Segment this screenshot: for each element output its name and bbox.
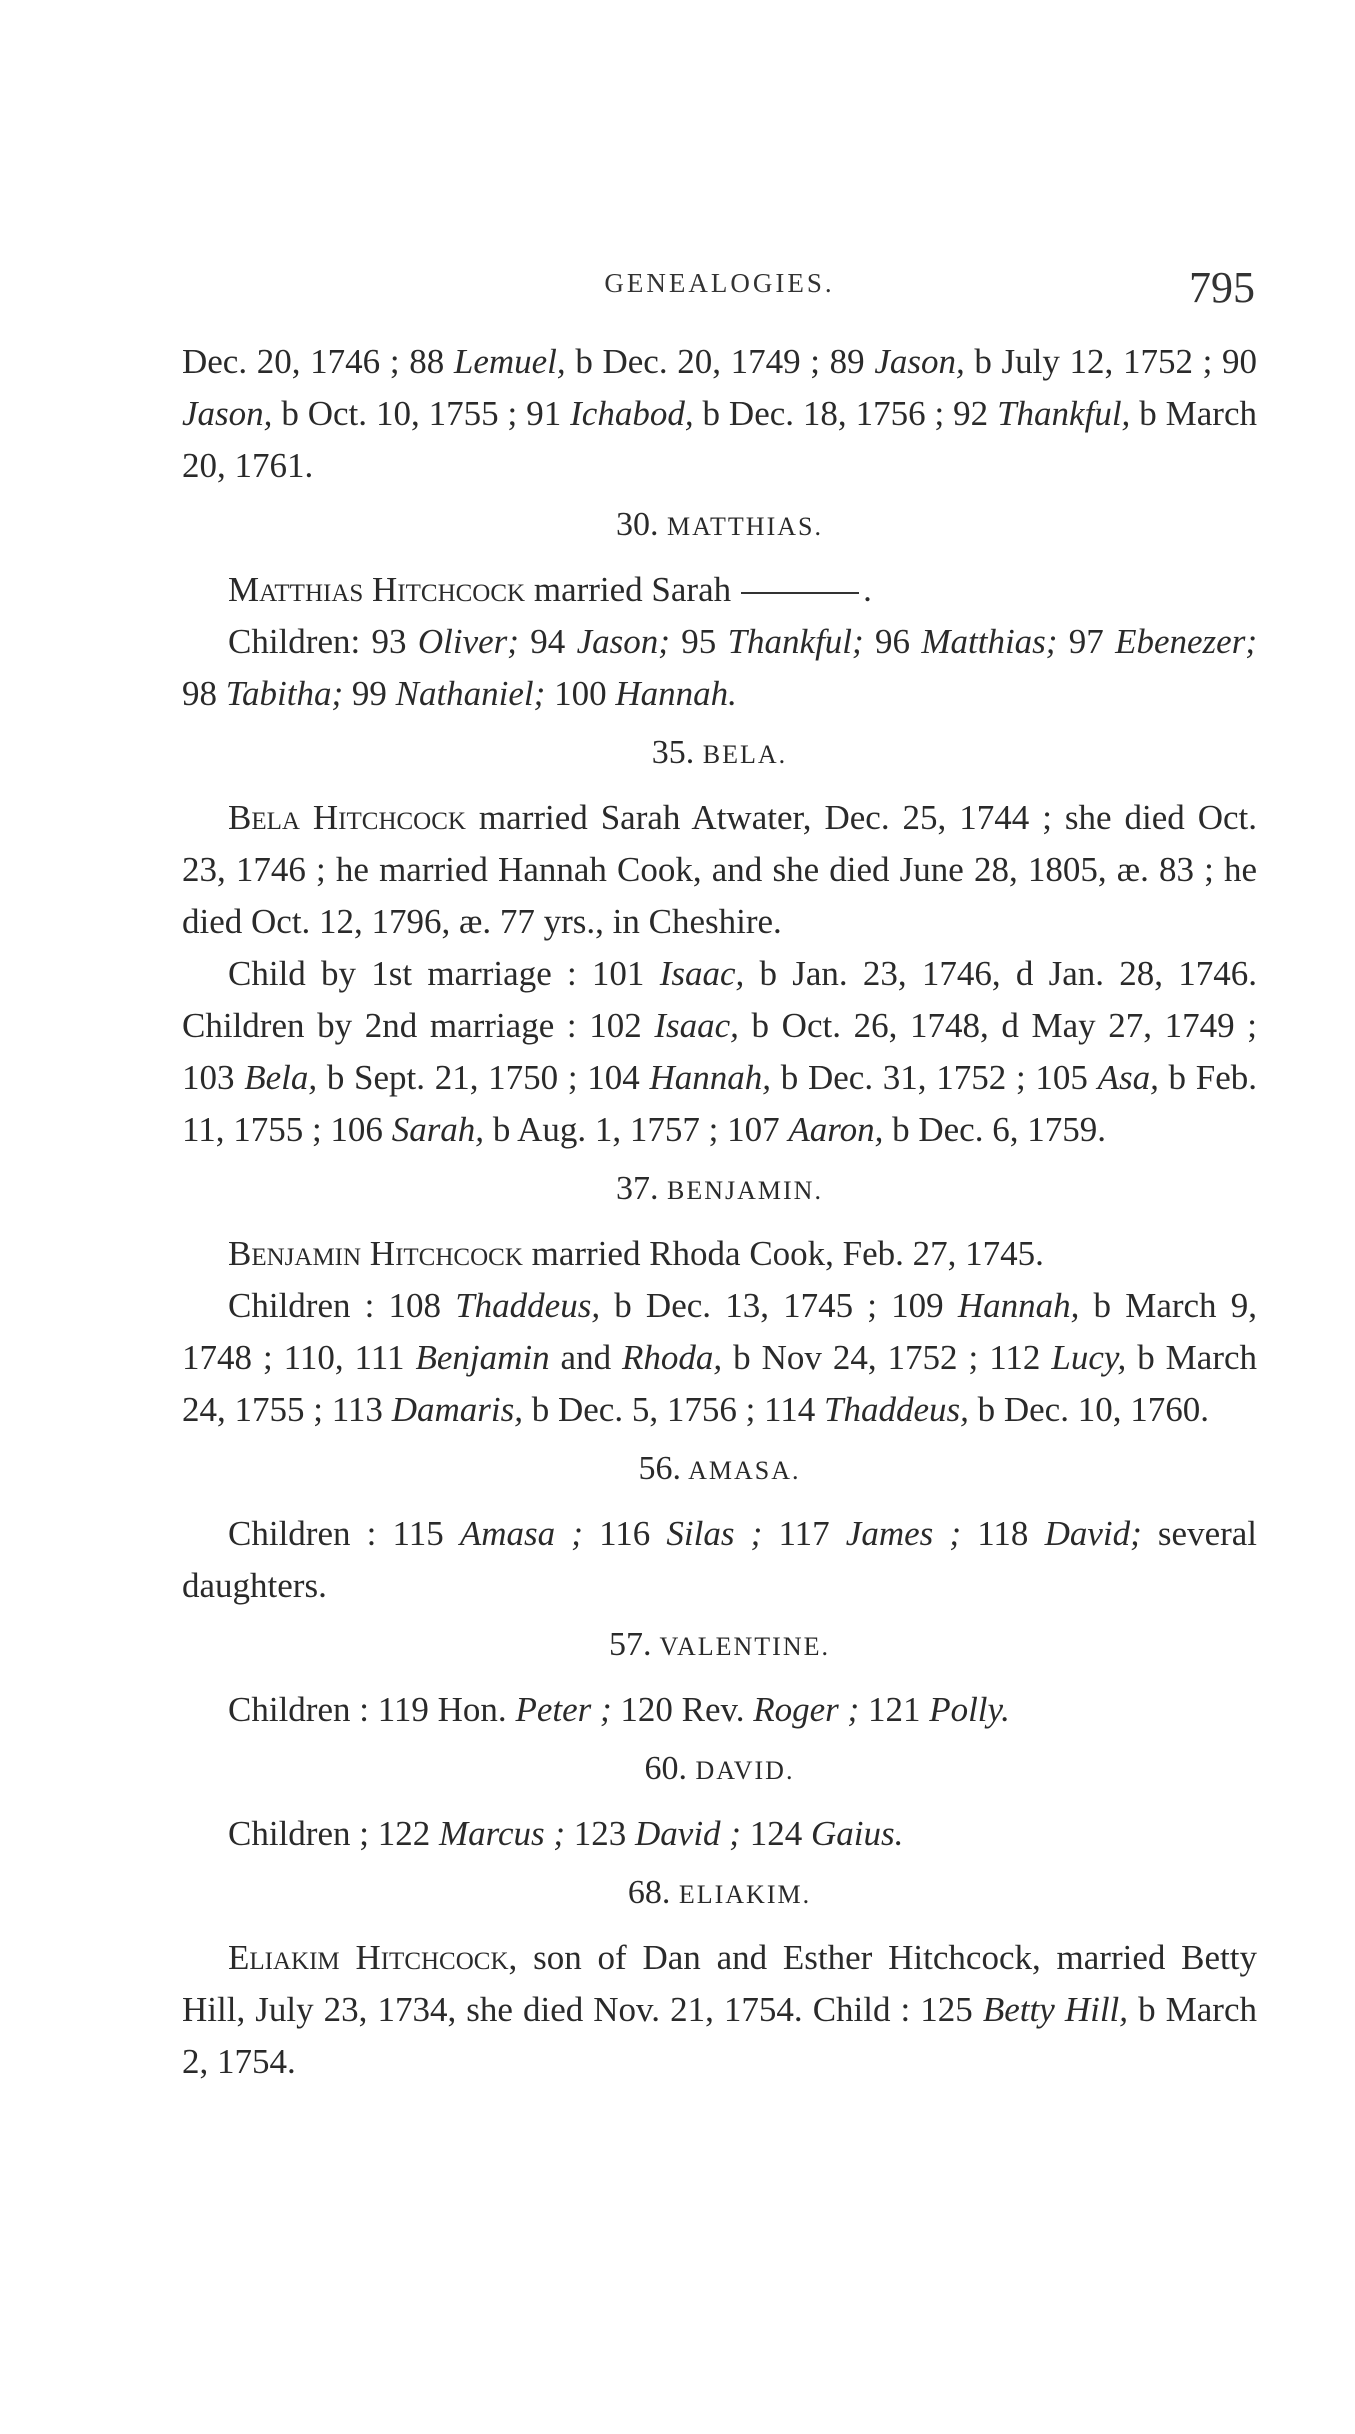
child-name: Matthias; [921, 622, 1058, 661]
marriage-paragraph [182, 564, 1257, 616]
text-run: b Dec. 6, 1759. [883, 1110, 1106, 1149]
child-name: Tabitha; [225, 674, 344, 713]
section-heading-matthias [182, 502, 1257, 550]
text-run: Children : 115 [228, 1514, 460, 1553]
text-run: married Rhoda Cook, Feb. 27, 1745. [522, 1234, 1044, 1273]
child-name: Hannah. [615, 674, 737, 713]
text-run: Children: 93 [228, 622, 418, 661]
child-name: Rhoda, [622, 1338, 723, 1377]
child-name: Thankful, [997, 394, 1131, 433]
person-name: Matthias Hitchcock [228, 570, 526, 609]
text-run: b Feb. 11, 1755 ; 106 [182, 1058, 1258, 1149]
section-number: 56. [638, 1450, 681, 1487]
text-run: 120 Rev. [611, 1690, 754, 1729]
child-name: Ebenezer; [1115, 622, 1257, 661]
text-run: Children ; 122 [228, 1814, 439, 1853]
child-name: Peter ; [515, 1690, 612, 1729]
running-head-title: GENEALOGIES. [604, 268, 835, 298]
text-run: 100 [545, 674, 616, 713]
child-name: Lucy, [1051, 1338, 1127, 1377]
child-name: Jason, [182, 394, 273, 433]
marriage-paragraph [182, 1932, 1257, 2088]
section-name: BELA. [702, 740, 788, 769]
text-run: b July 12, 1752 ; 90 [964, 342, 1257, 381]
child-name: Lemuel, [453, 342, 566, 381]
section-number: 37. [616, 1170, 659, 1207]
text-run: 121 [859, 1690, 930, 1729]
text-run: 98 [182, 674, 226, 713]
child-name: Jason; [576, 622, 670, 661]
text-run: Dec. 20, 1746 ; 88 [182, 342, 454, 381]
children-paragraph [182, 1684, 1257, 1736]
text-run: Child by 1st marriage : 101 [228, 954, 660, 993]
text-run: b March 20, 1761. [182, 394, 1257, 485]
child-name: Aaron, [788, 1110, 884, 1149]
child-name: Asa, [1097, 1058, 1159, 1097]
child-name: Thaddeus, [824, 1390, 969, 1429]
marriage-paragraph [182, 1228, 1257, 1280]
person-name: Eliakim Hitchcock, [228, 1938, 518, 1977]
text-run: 95 [669, 622, 728, 661]
text-run: 123 [565, 1814, 636, 1853]
text-run: b Dec. 5, 1756 ; 114 [522, 1390, 824, 1429]
person-name: Bela Hitchcock [228, 798, 466, 837]
child-name: Sarah, [391, 1110, 485, 1149]
section-number: 30. [616, 506, 659, 543]
text-run: 117 [762, 1514, 846, 1553]
text-run: b Dec. 10, 1760. [968, 1390, 1209, 1429]
text-run: 96 [863, 622, 922, 661]
text-run: . [863, 570, 872, 609]
text-run: b Nov 24, 1752 ; 112 [722, 1338, 1052, 1377]
text-run: 94 [518, 622, 577, 661]
child-name: Bela, [244, 1058, 318, 1097]
section-heading-benjamin [182, 1166, 1257, 1214]
section-name: ELIAKIM. [678, 1880, 812, 1909]
child-name: David ; [635, 1814, 741, 1853]
child-name: Ichabod, [570, 394, 694, 433]
continuation-paragraph [182, 336, 1257, 492]
child-name: Amasa ; [459, 1514, 583, 1553]
child-name: Thankful; [727, 622, 864, 661]
children-paragraph [182, 1808, 1257, 1860]
text-run: and [549, 1338, 623, 1377]
section-number: 35. [651, 734, 695, 771]
section-heading-david [182, 1746, 1257, 1794]
section-name: DAVID. [695, 1756, 795, 1785]
child-name: Gaius. [810, 1814, 904, 1853]
section-name: AMASA. [688, 1456, 801, 1485]
text-run: b March 2, 1754. [182, 1990, 1257, 2081]
child-name: Oliver; [417, 622, 519, 661]
text-run: 118 [961, 1514, 1045, 1553]
text-run: b Dec. 31, 1752 ; 105 [771, 1058, 1098, 1097]
child-name: Nathaniel; [395, 674, 546, 713]
text-run: Children : 108 [228, 1286, 456, 1325]
text-run: 99 [343, 674, 396, 713]
children-paragraph [182, 616, 1257, 720]
section-heading-bela [182, 730, 1257, 778]
text-run: b March 24, 1755 ; 113 [182, 1338, 1258, 1429]
text-run: b March 9, 1748 ; 110, 111 [182, 1286, 1257, 1377]
text-run: married Sarah Atwater, Dec. 25, 1744 ; she died Oct. 23, 1746 ; he married Hannah Cook, and she died June 28, 1805, æ. 83 ; he died Oct. 12, 1796, æ. 77 yrs., in Cheshire. [182, 798, 1257, 941]
section-number: 57. [609, 1626, 652, 1663]
child-name: Betty Hill, [982, 1990, 1129, 2029]
text-run: b Dec. 18, 1756 ; 92 [693, 394, 998, 433]
text-run: 116 [582, 1514, 667, 1553]
text-run: several daughters. [182, 1514, 1258, 1605]
blank-dash [741, 592, 859, 594]
children-paragraph [182, 948, 1257, 1156]
child-name: Thaddeus, [455, 1286, 601, 1325]
children-paragraph [182, 1280, 1257, 1436]
child-name: Marcus ; [438, 1814, 566, 1853]
children-paragraph [182, 1508, 1257, 1612]
section-name: MATTHIAS. [667, 512, 823, 541]
text-run: married Sarah [525, 570, 732, 609]
text-run: b Dec. 13, 1745 ; 109 [600, 1286, 958, 1325]
child-name: Benjamin [415, 1338, 550, 1377]
text-run: b Sept. 21, 1750 ; 104 [317, 1058, 650, 1097]
section-heading-eliakim [182, 1870, 1257, 1918]
text-run: son of Dan and Esther Hitchcock, married Betty Hill, July 23, 1734, she died Nov. 21, 1754. Child : 125 [182, 1938, 1257, 2029]
child-name: Hannah, [649, 1058, 772, 1097]
child-name: Jason, [874, 342, 965, 381]
text-run: b Jan. 23, 1746, d Jan. 28, 1746. Children by 2nd marriage : 102 [182, 954, 1257, 1045]
child-name: James ; [845, 1514, 962, 1553]
child-name: Damaris, [391, 1390, 523, 1429]
text-run: b Dec. 20, 1749 ; 89 [565, 342, 875, 381]
body-text [182, 336, 1257, 2088]
section-heading-amasa [182, 1446, 1257, 1494]
section-number: 68. [627, 1874, 671, 1911]
child-name: Isaac, [659, 954, 745, 993]
child-name: David; [1044, 1514, 1142, 1553]
person-name: Benjamin Hitchcock [228, 1234, 523, 1273]
text-run: 97 [1057, 622, 1116, 661]
text-run: b Aug. 1, 1757 ; 107 [484, 1110, 789, 1149]
child-name: Silas ; [666, 1514, 763, 1553]
text-run: b Oct. 10, 1755 ; 91 [272, 394, 571, 433]
marriage-paragraph [182, 792, 1257, 948]
text-run: Children : 119 Hon. [228, 1690, 516, 1729]
child-name: Hannah, [957, 1286, 1080, 1325]
section-name: BENJAMIN. [667, 1176, 823, 1205]
child-name: Polly. [929, 1690, 1010, 1729]
running-head [182, 262, 1257, 322]
section-number: 60. [644, 1750, 688, 1787]
text-run: b Oct. 26, 1748, d May 27, 1749 ; 103 [182, 1006, 1257, 1097]
section-heading-valentine [182, 1622, 1257, 1670]
child-name: Isaac, [654, 1006, 739, 1045]
page-number: 795 [1189, 263, 1255, 312]
child-name: Roger ; [753, 1690, 860, 1729]
section-name: VALENTINE. [659, 1632, 830, 1661]
text-run: 124 [740, 1814, 811, 1853]
